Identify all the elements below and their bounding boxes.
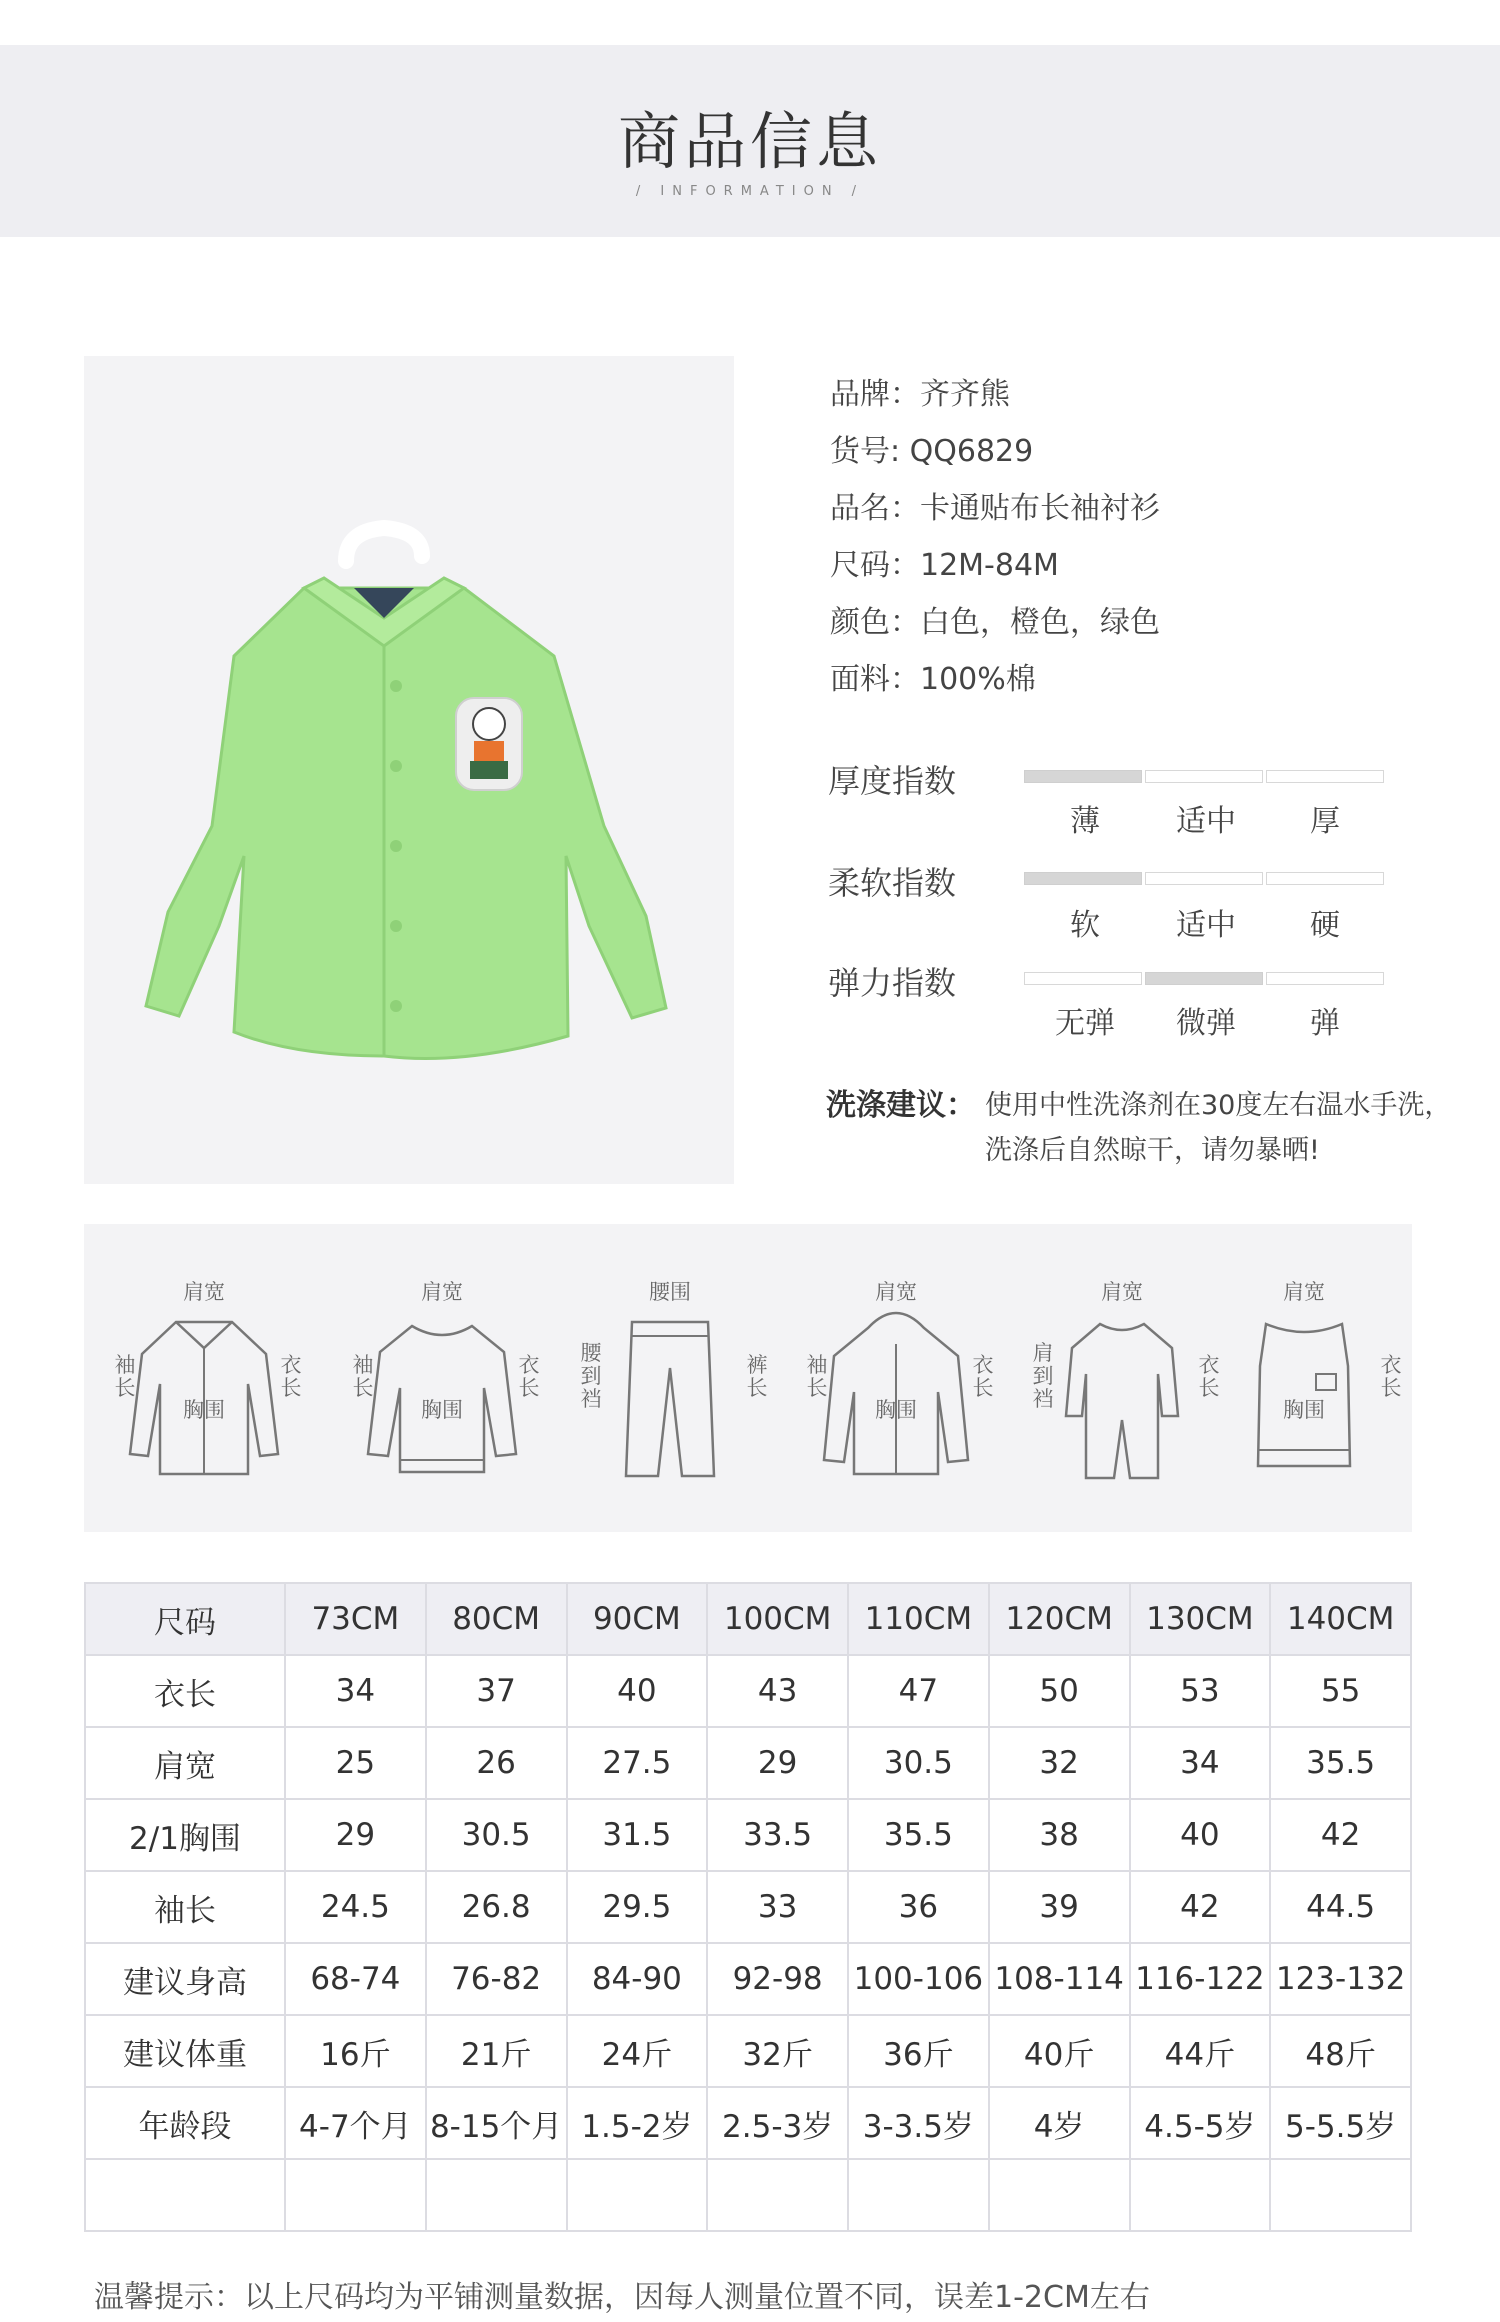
table-cell: 36	[848, 1871, 989, 1943]
diagram-label-waist: 腰围	[649, 1280, 691, 1304]
diagram-label-sleeve: 袖 长	[806, 1353, 828, 1400]
table-cell: 肩宽	[85, 1727, 285, 1799]
table-cell: 50	[989, 1655, 1130, 1727]
table-cell: 34	[285, 1655, 426, 1727]
diagram-label-length: 衣 长	[972, 1353, 994, 1400]
softness-opt-medium: 适中	[1176, 908, 1236, 943]
table-cell: 76-82	[426, 1943, 567, 2015]
table-cell: 33.5	[707, 1799, 848, 1871]
thickness-opt-medium: 适中	[1176, 804, 1236, 839]
table-cell: 29	[707, 1727, 848, 1799]
softness-seg-2	[1145, 872, 1263, 885]
table-row	[85, 2087, 1411, 2159]
table-cell: 29.5	[567, 1871, 708, 1943]
table-cell: 32斤	[707, 2015, 848, 2087]
diagram-label-length: 衣 长	[280, 1353, 302, 1400]
elasticity-seg-3	[1266, 972, 1384, 985]
table-cell	[707, 2159, 848, 2231]
wash-advice-line2: 洗涤后自然晾干，请勿暴晒!	[985, 1135, 1320, 1166]
table-cell: 33	[707, 1871, 848, 1943]
table-cell: 92-98	[707, 1943, 848, 2015]
diagram-label-chest: 胸围	[1283, 1398, 1325, 1422]
table-cell: 42	[1270, 1799, 1411, 1871]
table-row	[85, 1943, 1411, 2015]
thickness-index-label: 厚度指数	[828, 762, 957, 800]
table-cell: 32	[989, 1727, 1130, 1799]
table-cell: 建议身高	[85, 1943, 285, 2015]
softness-index-label: 柔软指数	[828, 864, 957, 902]
table-cell: 47	[848, 1655, 989, 1727]
diagram-label-shoulder: 肩宽	[183, 1280, 225, 1304]
table-cell: 21斤	[426, 2015, 567, 2087]
table-header-cell: 尺码	[85, 1583, 285, 1655]
table-cell: 4-7个月	[285, 2087, 426, 2159]
table-cell: 68-74	[285, 1943, 426, 2015]
table-cell: 100-106	[848, 1943, 989, 2015]
table-cell: 40斤	[989, 2015, 1130, 2087]
diagram-label-chest: 胸围	[183, 1398, 225, 1422]
diagram-vest	[1204, 1224, 1404, 1532]
table-cell: 40	[567, 1655, 708, 1727]
diagram-label-sleeve: 袖 长	[352, 1353, 374, 1400]
table-cell: 30.5	[848, 1727, 989, 1799]
table-cell: 116-122	[1130, 1943, 1271, 2015]
table-cell: 26	[426, 1727, 567, 1799]
table-cell: 24.5	[285, 1871, 426, 1943]
table-row	[85, 1871, 1411, 1943]
table-cell: 年龄段	[85, 2087, 285, 2159]
thickness-seg-3	[1266, 770, 1384, 783]
info-product-name: 品名：卡通贴布长袖衬衫	[830, 491, 1160, 526]
softness-opt-soft: 软	[1070, 908, 1100, 943]
table-cell: 43	[707, 1655, 848, 1727]
table-cell: 108-114	[989, 1943, 1130, 2015]
table-header-cell: 130CM	[1130, 1583, 1271, 1655]
page-title: 商品信息	[617, 105, 882, 178]
diagram-sweater	[342, 1224, 542, 1532]
table-header-cell: 73CM	[285, 1583, 426, 1655]
diagram-label-rise: 腰 到 裆	[580, 1341, 602, 1411]
table-cell: 53	[1130, 1655, 1271, 1727]
table-cell: 30.5	[426, 1799, 567, 1871]
product-info-list	[830, 366, 1470, 708]
elasticity-opt-slight: 微弹	[1176, 1006, 1236, 1041]
elasticity-opt-stretch: 弹	[1310, 1006, 1340, 1041]
table-cell: 16斤	[285, 2015, 426, 2087]
table-cell: 2/1胸围	[85, 1799, 285, 1871]
wash-advice-line1: 使用中性洗涤剂在30度左右温水手洗，	[985, 1090, 1452, 1121]
table-header-cell: 90CM	[567, 1583, 708, 1655]
table-cell	[85, 2159, 285, 2231]
info-fabric: 面料：100%棉	[830, 662, 1036, 697]
diagram-pants	[570, 1224, 770, 1532]
measurement-tip: 温馨提示：以上尺码均为平铺测量数据，因每人测量位置不同，误差1-2CM左右	[94, 2280, 1150, 2315]
table-cell: 27.5	[567, 1727, 708, 1799]
table-cell	[1130, 2159, 1271, 2231]
softness-seg-1	[1024, 872, 1142, 885]
table-cell: 建议体重	[85, 2015, 285, 2087]
diagram-romper	[1022, 1224, 1222, 1532]
table-cell: 衣长	[85, 1655, 285, 1727]
diagram-label-length: 衣 长	[1380, 1353, 1402, 1400]
table-header-cell: 120CM	[989, 1583, 1130, 1655]
info-size-range: 尺码：12M-84M	[830, 548, 1059, 583]
table-cell	[848, 2159, 989, 2231]
info-colors: 颜色：白色，橙色，绿色	[830, 605, 1160, 640]
thickness-opt-thick: 厚	[1310, 804, 1340, 839]
page-subtitle: / INFORMATION /	[635, 184, 865, 199]
size-table	[84, 1582, 1412, 2232]
table-cell: 48斤	[1270, 2015, 1411, 2087]
table-cell: 36斤	[848, 2015, 989, 2087]
table-cell: 44.5	[1270, 1871, 1411, 1943]
elasticity-seg-1	[1024, 972, 1142, 985]
diagram-label-chest: 胸围	[421, 1398, 463, 1422]
table-cell: 55	[1270, 1655, 1411, 1727]
table-cell: 4岁	[989, 2087, 1130, 2159]
diagram-label-shoulder: 肩宽	[1101, 1280, 1143, 1304]
elasticity-index-label: 弹力指数	[828, 964, 957, 1002]
diagram-label-length: 衣 长	[1198, 1353, 1220, 1400]
table-cell: 35.5	[848, 1799, 989, 1871]
diagram-label-shoulder-to-crotch: 肩 到 裆	[1032, 1341, 1054, 1411]
table-cell: 31.5	[567, 1799, 708, 1871]
table-cell: 5-5.5岁	[1270, 2087, 1411, 2159]
table-cell: 8-15个月	[426, 2087, 567, 2159]
table-header-cell: 100CM	[707, 1583, 848, 1655]
table-row	[85, 2159, 1411, 2231]
pants-icon	[592, 1304, 748, 1484]
elasticity-seg-2	[1145, 972, 1263, 985]
table-cell: 26.8	[426, 1871, 567, 1943]
softness-seg-3	[1266, 872, 1384, 885]
table-cell	[1270, 2159, 1411, 2231]
table-cell: 37	[426, 1655, 567, 1727]
softness-index-bar	[1024, 872, 1384, 885]
elasticity-opt-none: 无弹	[1055, 1006, 1115, 1041]
table-cell: 4.5-5岁	[1130, 2087, 1271, 2159]
table-cell: 25	[285, 1727, 426, 1799]
diagram-label-length: 衣 长	[518, 1353, 540, 1400]
thickness-seg-1	[1024, 770, 1142, 783]
table-cell: 24斤	[567, 2015, 708, 2087]
table-row	[85, 1655, 1411, 1727]
diagram-label-shoulder: 肩宽	[421, 1280, 463, 1304]
table-cell: 34	[1130, 1727, 1271, 1799]
table-cell: 2.5-3岁	[707, 2087, 848, 2159]
thickness-opt-thin: 薄	[1070, 804, 1100, 839]
table-cell: 38	[989, 1799, 1130, 1871]
diagram-hoodie	[796, 1224, 996, 1532]
table-cell	[567, 2159, 708, 2231]
diagram-label-shoulder: 肩宽	[1283, 1280, 1325, 1304]
elasticity-index-bar	[1024, 972, 1384, 985]
table-header-cell: 140CM	[1270, 1583, 1411, 1655]
romper-icon	[1044, 1304, 1200, 1484]
table-cell	[285, 2159, 426, 2231]
table-row	[85, 1799, 1411, 1871]
table-row	[85, 1727, 1411, 1799]
table-cell: 35.5	[1270, 1727, 1411, 1799]
table-header-row	[85, 1583, 1411, 1655]
info-sku: 货号: QQ6829	[830, 434, 1034, 469]
table-row	[85, 2015, 1411, 2087]
thickness-index-bar	[1024, 770, 1384, 783]
softness-opt-hard: 硬	[1310, 908, 1340, 943]
table-header-cell: 80CM	[426, 1583, 567, 1655]
diagram-shirt	[104, 1224, 304, 1532]
table-cell	[426, 2159, 567, 2231]
shirt-photo-illustration	[84, 356, 734, 1184]
table-cell: 29	[285, 1799, 426, 1871]
info-brand: 品牌：齐齐熊	[830, 377, 1010, 412]
table-cell: 40	[1130, 1799, 1271, 1871]
product-photo	[84, 356, 734, 1184]
table-cell: 39	[989, 1871, 1130, 1943]
measurement-diagram	[84, 1224, 1412, 1532]
table-cell: 84-90	[567, 1943, 708, 2015]
table-cell	[989, 2159, 1130, 2231]
table-cell: 42	[1130, 1871, 1271, 1943]
table-cell: 3-3.5岁	[848, 2087, 989, 2159]
table-cell: 44斤	[1130, 2015, 1271, 2087]
diagram-label-chest: 胸围	[875, 1398, 917, 1422]
thickness-seg-2	[1145, 770, 1263, 783]
diagram-label-sleeve: 袖 长	[114, 1353, 136, 1400]
wash-advice-label: 洗涤建议：	[826, 1088, 976, 1123]
diagram-label-pant-length: 裤 长	[746, 1353, 768, 1400]
table-cell: 123-132	[1270, 1943, 1411, 2015]
table-header-cell: 110CM	[848, 1583, 989, 1655]
diagram-label-shoulder: 肩宽	[875, 1280, 917, 1304]
table-cell: 袖长	[85, 1871, 285, 1943]
table-cell: 1.5-2岁	[567, 2087, 708, 2159]
